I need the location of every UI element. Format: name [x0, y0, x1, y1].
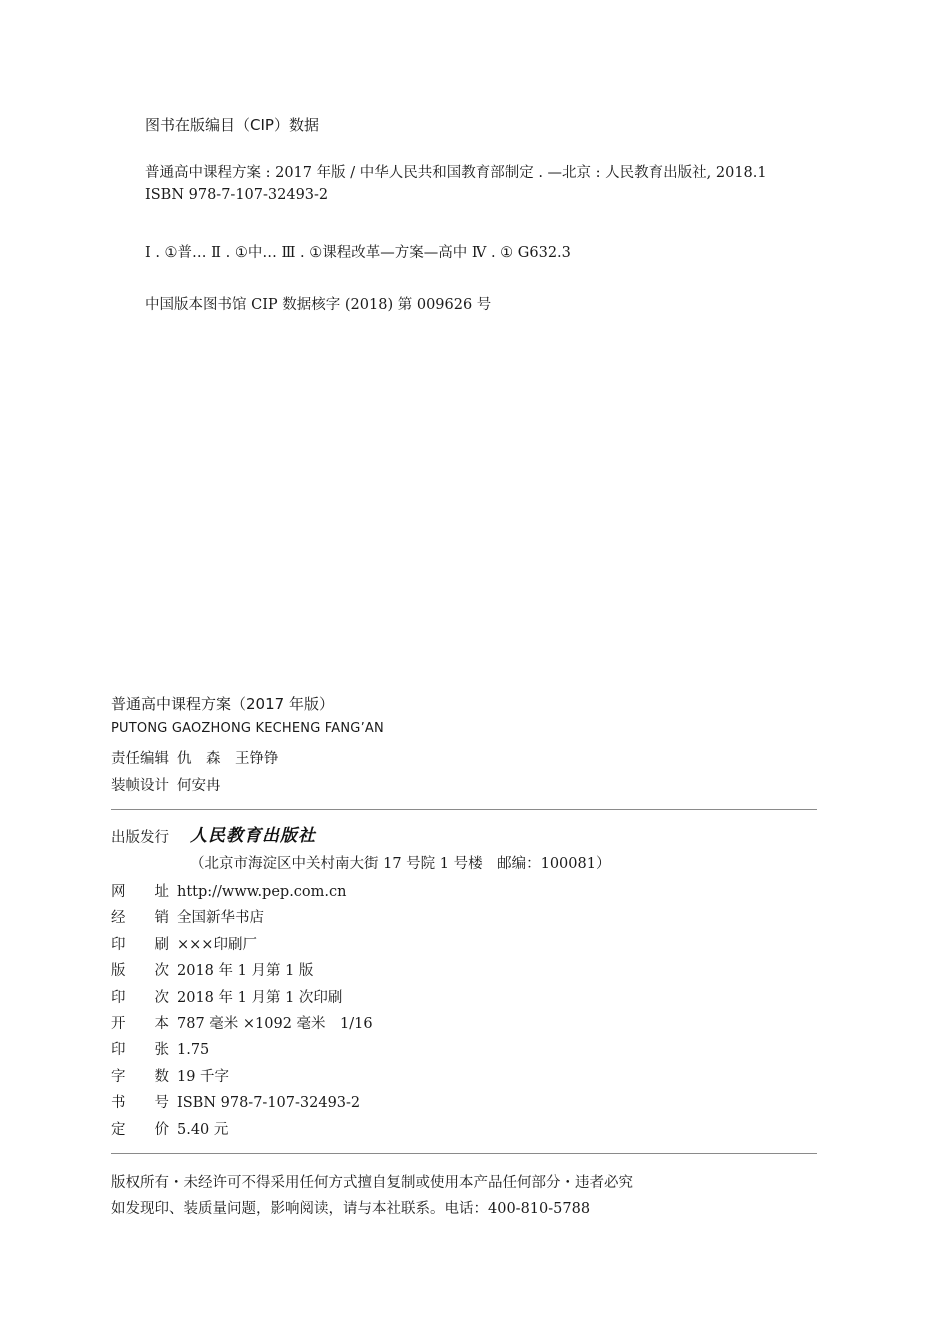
- detail-value: ×××印刷厂: [177, 936, 257, 953]
- designer-row: [111, 774, 221, 795]
- editor-label: 责任编辑: [111, 751, 169, 767]
- publisher-logo: [190, 825, 350, 847]
- detail-label: 字 数: [111, 1068, 169, 1085]
- detail-value: 2018 年 1 月第 1 版: [177, 963, 314, 980]
- detail-row: [111, 933, 257, 954]
- cip-record-number: 中国版本图书馆 CIP 数据核字 (2018) 第 009626 号: [145, 297, 492, 313]
- publisher-logo-text: 人民教育出版社: [190, 826, 316, 846]
- detail-label: 印 次: [111, 989, 169, 1006]
- detail-row: [111, 1012, 373, 1033]
- detail-row: [111, 986, 342, 1007]
- detail-label: 版 次: [111, 963, 169, 980]
- detail-label: 书 号: [111, 1095, 169, 1112]
- designer-value: 何安冉: [177, 778, 221, 794]
- detail-value: 1.75: [177, 1042, 210, 1059]
- publisher-label: 出版发行: [111, 830, 169, 846]
- detail-value: ISBN 978-7-107-32493-2: [177, 1095, 361, 1112]
- detail-value: 全国新华书店: [177, 910, 264, 927]
- detail-value: 5.40 元: [177, 1121, 229, 1138]
- detail-row: [111, 1065, 229, 1086]
- divider-top: [111, 809, 817, 810]
- detail-value: http://www.pep.com.cn: [177, 884, 347, 900]
- detail-label: 开 本: [111, 1016, 169, 1032]
- detail-row: [111, 1091, 360, 1112]
- detail-label: 定 价: [111, 1121, 169, 1138]
- divider-bottom: [111, 1153, 817, 1154]
- cip-classification: Ⅰ . ①普… Ⅱ . ①中… Ⅲ . ①课程改革—方案—高中 Ⅳ . ① G632.3: [145, 245, 571, 261]
- cip-isbn: ISBN 978-7-107-32493-2: [145, 187, 329, 203]
- book-title: 普通高中课程方案（2017 年版）: [111, 695, 334, 713]
- copyright-notice: 版权所有・未经许可不得采用任何方式擅自复制或使用本产品任何部分・违者必究: [111, 1175, 633, 1191]
- detail-value: 2018 年 1 月第 1 次印刷: [177, 989, 343, 1006]
- cip-description: 普通高中课程方案 : 2017 年版 / 中华人民共和国教育部制定 . —北京 : 人民教育出版社, 2018.1: [145, 165, 767, 181]
- detail-row: [111, 906, 264, 927]
- detail-row: [111, 1038, 209, 1059]
- contact-notice: 如发现印、装质量问题，影响阅读，请与本社联系。电话：400-810-5788: [111, 1201, 591, 1217]
- publisher-address: （北京市海淀区中关村南大街 17 号院 1 号楼 邮编：100081）: [190, 856, 611, 872]
- cip-title: 图书在版编目（CIP）数据: [145, 116, 319, 134]
- book-title-pinyin: PUTONG GAOZHONG KECHENG FANG’AN: [111, 721, 384, 736]
- detail-value: 19 千字: [177, 1068, 230, 1085]
- editor-row: [111, 747, 279, 768]
- editor-value: 仇 森 王铮铮: [177, 751, 279, 767]
- detail-row: [111, 1118, 228, 1139]
- detail-label: 网 址: [111, 884, 169, 900]
- detail-row: [111, 880, 346, 901]
- detail-label: 经 销: [111, 910, 169, 927]
- detail-row: [111, 959, 313, 980]
- detail-label: 印 张: [111, 1042, 169, 1059]
- publisher-row: [111, 826, 189, 847]
- detail-value: 787 毫米 ×1092 毫米 1/16: [177, 1016, 373, 1032]
- detail-label: 印 刷: [111, 936, 169, 953]
- designer-label: 装帧设计: [111, 778, 169, 794]
